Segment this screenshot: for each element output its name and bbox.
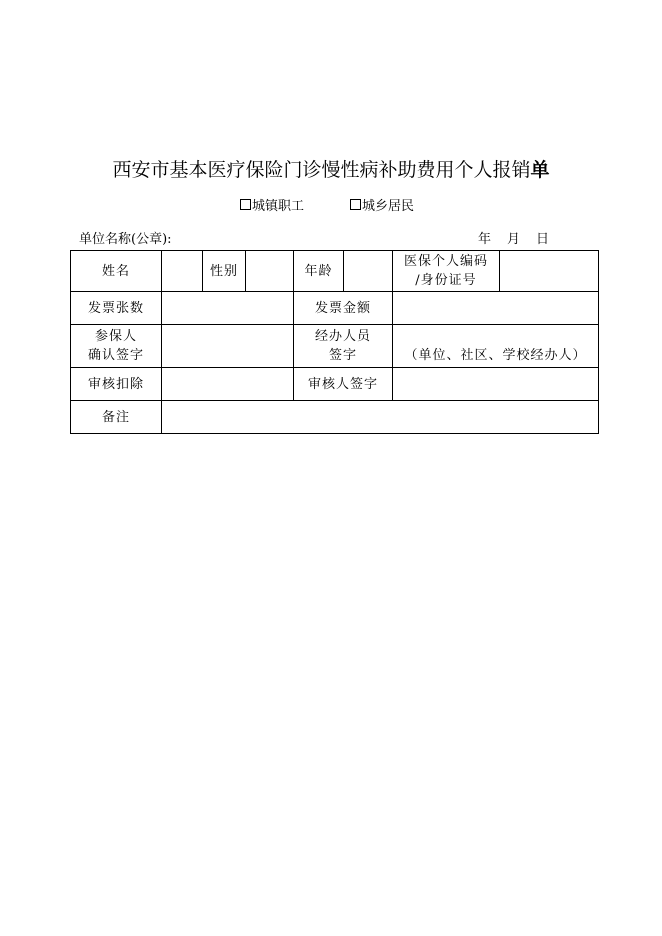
date-year-label: 年 (478, 232, 492, 247)
table-row (71, 325, 599, 368)
table-row (71, 401, 599, 434)
audit-deduction-field[interactable] (162, 368, 294, 401)
form-title (0, 155, 662, 182)
name-field[interactable] (162, 251, 203, 292)
insured-signature-label (71, 325, 162, 368)
handler-signature-label (294, 325, 393, 368)
insurance-code-field[interactable] (500, 251, 599, 292)
remarks-field[interactable] (162, 401, 599, 434)
option-urban-employee-label: 城镇职工 (252, 199, 305, 214)
invoice-count-label: 发票张数 (71, 292, 162, 325)
remarks-label: 备注 (71, 401, 162, 434)
handler-signature-label-line2: 签字 (328, 348, 357, 363)
table-row (71, 251, 599, 292)
invoice-count-field[interactable] (162, 292, 294, 325)
gender-label: 性别 (203, 251, 246, 292)
insurance-code-label-line2: /身份证号 (415, 273, 477, 288)
name-label: 姓名 (71, 251, 162, 292)
insured-signature-label-line2: 确认签字 (87, 348, 144, 363)
option-urban-rural-resident-label: 城乡居民 (362, 199, 415, 214)
checkbox-icon[interactable] (350, 199, 361, 210)
form-title-last-char: 单 (530, 159, 550, 181)
age-field[interactable] (344, 251, 393, 292)
age-label: 年龄 (294, 251, 344, 292)
handler-note: （单位、社区、学校经办人） (404, 348, 587, 363)
handler-signature-label-line1: 经办人员 (314, 329, 371, 344)
auditor-signature-field[interactable] (393, 368, 599, 401)
option-urban-rural-resident[interactable] (350, 195, 414, 214)
invoice-amount-field[interactable] (393, 292, 599, 325)
date-day-label: 日 (536, 232, 550, 247)
checkbox-icon[interactable] (240, 199, 251, 210)
table-row (71, 292, 599, 325)
auditor-signature-label: 审核人签字 (294, 368, 393, 401)
invoice-amount-label: 发票金额 (294, 292, 393, 325)
date-line (478, 228, 549, 247)
audit-deduction-label: 审核扣除 (71, 368, 162, 401)
handler-signature-field[interactable] (393, 325, 599, 368)
table-row (71, 368, 599, 401)
reimbursement-form-table (70, 250, 599, 434)
insured-signature-label-line1: 参保人 (94, 329, 137, 344)
form-title-main: 西安市基本医疗保险门诊慢性病补助费用个人报销 (112, 159, 531, 181)
insured-signature-field[interactable] (162, 325, 294, 368)
insurance-code-label (393, 251, 500, 292)
gender-field[interactable] (246, 251, 294, 292)
option-urban-employee[interactable] (240, 195, 304, 214)
date-month-label: 月 (507, 232, 521, 247)
insurance-code-label-line1: 医保个人编码 (403, 254, 488, 269)
unit-name-label: 单位名称(公章): (79, 232, 172, 247)
